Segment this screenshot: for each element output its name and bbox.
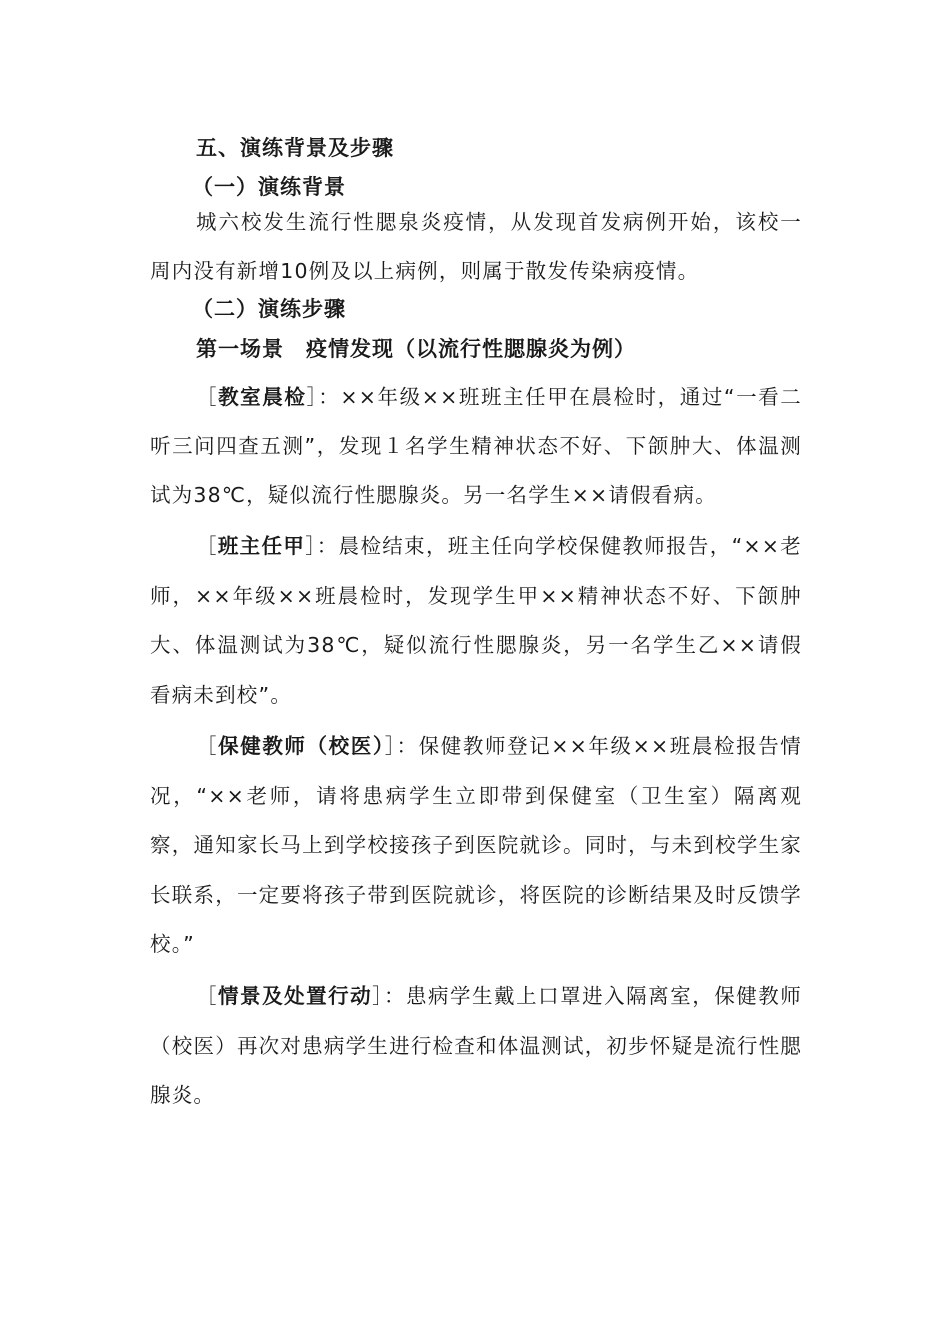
paragraph-text: 保健教师登记××年级××班晨检报告情况，“××老师，请将患病学生立即带到保健室（卫生室）隔离观察，通知家长马上到学校接孩子到医院就诊。同时，与未到校学生家长联系，一定要将孩子带到医院就诊，将医院的诊断结果及时反馈学校。”	[150, 734, 803, 956]
background-paragraph: 城六校发生流行性腮泉炎疫情，从发现首发病例开始，该校一周内没有新增10例及以上病例，则属于散发传染病疫情。	[150, 210, 802, 283]
steps-heading: （二）演练步骤	[192, 297, 346, 321]
bracket-open: ［	[196, 534, 218, 558]
paragraph-text: ××年级××班班主任甲在晨检时，通过“一看二听三问四查五测”，发现１名学生精神状态不好、下颌肿大、体温测试为38℃，疑似流行性腮腺炎。另一名学生××请假看病。	[150, 385, 802, 507]
role-tag: 教室晨检	[218, 385, 307, 409]
bracket-close: ］：	[305, 534, 339, 558]
role-tag: 保健教师（校医）	[218, 734, 385, 758]
bracket-open: ［	[196, 734, 219, 758]
bracket-close: ］：	[384, 734, 419, 758]
paragraph-text: 晨检结束，班主任向学校保健教师报告，“××老师，××年级××班晨检时，发现学生甲××精神状态不好、下颌肿大、体温测试为38℃，疑似流行性腮腺炎，另一名学生乙××请假看病未到校”。	[150, 534, 803, 707]
bracket-close: ］：	[306, 385, 341, 409]
background-heading: （一）演练背景	[192, 175, 346, 199]
scene-title: 第一场景 疫情发现（以流行性腮腺炎为例）	[196, 337, 636, 361]
section-title: 五、演练背景及步骤	[196, 136, 394, 160]
paragraph-handling-action	[150, 972, 802, 1121]
role-tag: 班主任甲	[217, 534, 306, 558]
paragraph-school-doctor	[150, 722, 802, 970]
bracket-open: ［	[196, 385, 219, 409]
role-tag: 情景及处置行动	[218, 984, 373, 1008]
paragraph-text: 患病学生戴上口罩进入隔离室，保健教师（校医）再次对患病学生进行检查和体温测试，初步怀疑是流行性腮腺炎。	[150, 984, 802, 1107]
paragraph-morning-check	[150, 373, 802, 520]
paragraph-head-teacher	[150, 522, 802, 720]
bracket-open: ［	[196, 984, 219, 1008]
bracket-close: ］：	[372, 984, 406, 1008]
